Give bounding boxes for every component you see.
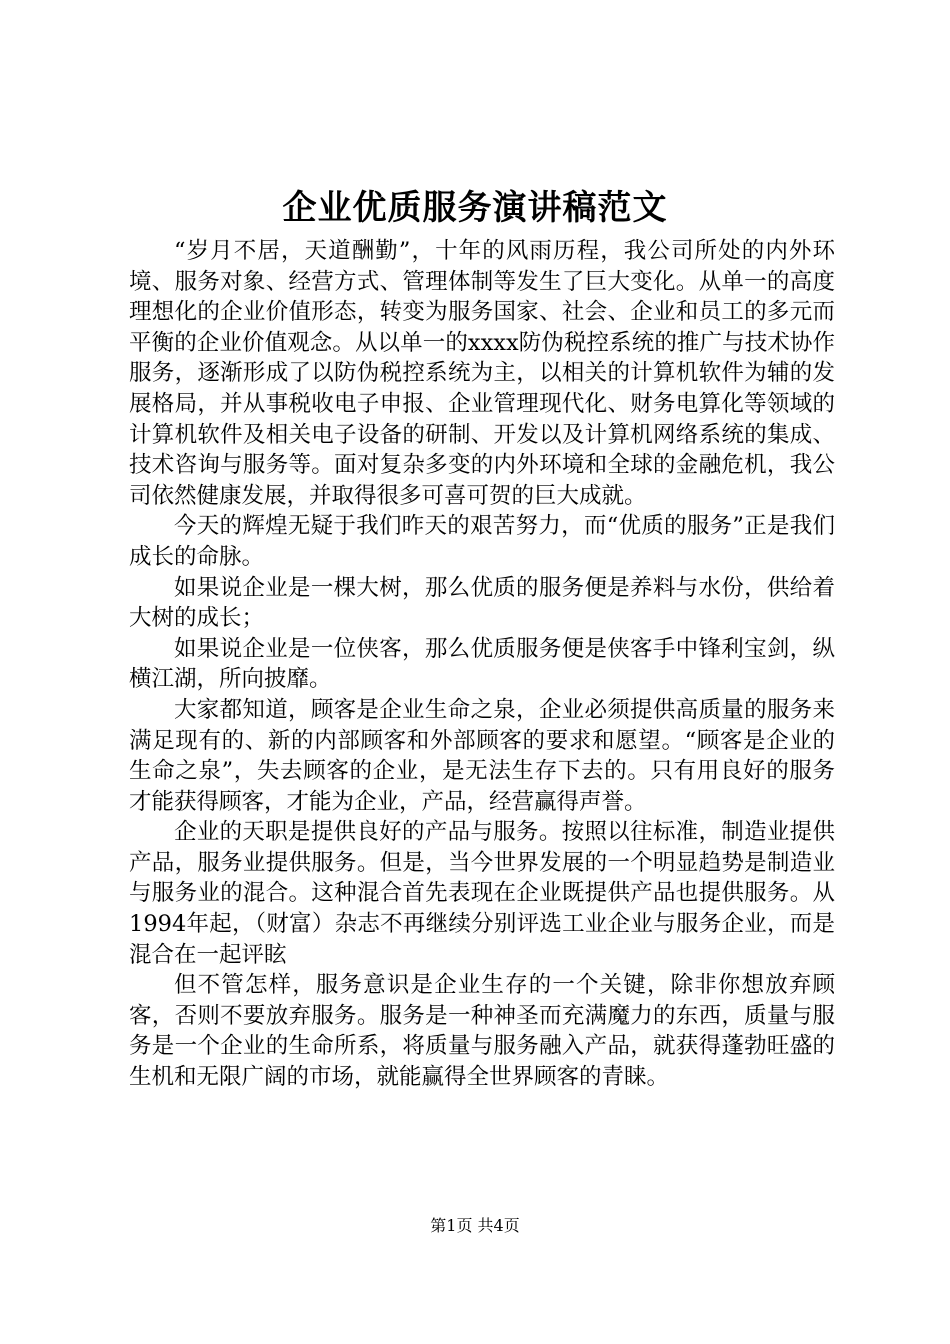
- paragraph: 企业的天职是提供良好的产品与服务。按照以往标准，制造业提供产品，服务业提供服务。但是，当今世界发展的一个明显趋势是制造业与服务业的混合。这种混合首先表现在企业既提供产品也提供服务。从1994年起，（财富）杂志不再继续分别评选工业企业与服务企业，而是混合在一起评眩: [129, 819, 835, 968]
- paragraph: “岁月不居，天道酬勤”，十年的风雨历程，我公司所处的内外环境、服务对象、经营方式、管理体制等发生了巨大变化。从单一的高度理想化的企业价值形态，转变为服务国家、社会、企业和员工的多元而平衡的企业价值观念。从以单一的xxxx防伪税控系统的推广与技术协作服务，逐渐形成了以防伪税控系统为主，以相关的计算机软件为辅的发展格局，并从事税收电子申报、企业管理现代化、财务电算化等领域的计算机软件及相关电子设备的研制、开发以及计算机网络系统的集成、技术咨询与服务等。面对复杂多变的内外环境和全球的金融危机，我公司依然健康发展，并取得很多可喜可贺的巨大成就。: [129, 238, 835, 509]
- paragraph: 如果说企业是一棵大树，那么优质的服务便是养料与水份，供给着大树的成长；: [129, 574, 835, 632]
- paragraph: 如果说企业是一位侠客，那么优质服务便是侠客手中锋利宝剑，纵横江湖，所向披靡。: [129, 635, 835, 693]
- page-footer: 第1页 共4页: [430, 1216, 520, 1235]
- paragraph: 但不管怎样，服务意识是企业生存的一个关键，除非你想放弃顾客，否则不要放弃服务。服务是一种神圣而充满魔力的东西，质量与服务是一个企业的生命所系，将质量与服务融入产品，就获得蓬勃旺盛的生机和无限广阔的市场，就能赢得全世界顾客的青睐。: [129, 972, 835, 1091]
- document-body: [129, 236, 835, 1093]
- document-title: 企业优质服务演讲稿范文: [282, 188, 668, 228]
- paragraph: 大家都知道，顾客是企业生命之泉，企业必须提供高质量的服务来满足现有的、新的内部顾客和外部顾客的要求和愿望。“顾客是企业的生命之泉”，失去顾客的企业，是无法生存下去的。只有用良好的服务才能获得顾客，才能为企业，产品，经营赢得声誉。: [129, 696, 835, 815]
- paragraph: 今天的辉煌无疑于我们昨天的艰苦努力，而“优质的服务”正是我们成长的命脉。: [129, 513, 835, 570]
